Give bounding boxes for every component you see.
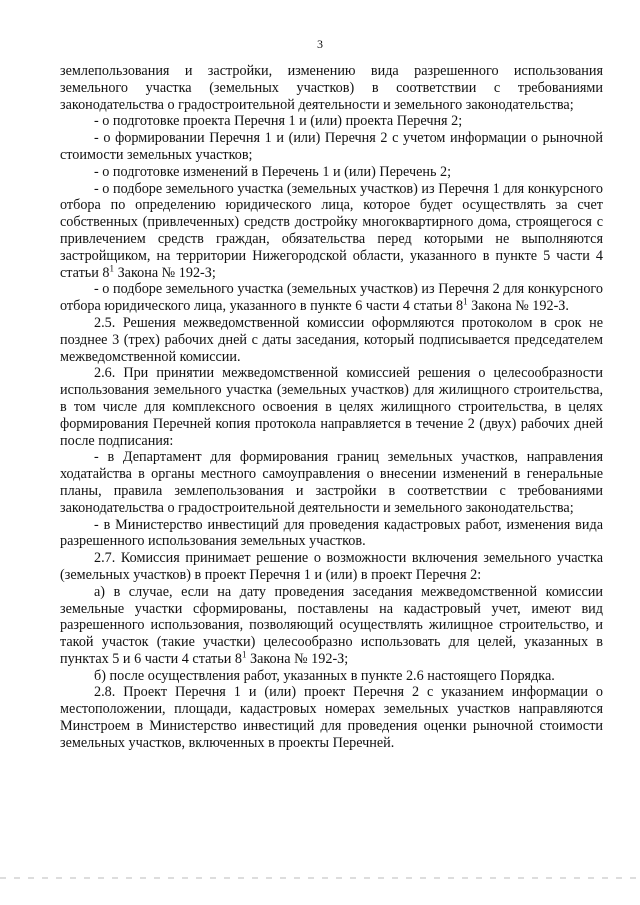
paragraph-5 [60, 181, 603, 282]
paragraph-text: - о подготовке проекта Перечня 1 и (или) проекта Перечня 2; [94, 113, 463, 130]
paragraph-13 [60, 668, 603, 685]
paragraph-text: - о формировании Перечня 1 и (или) Перечня 2 с учетом информации о рыночной стоимости земельных участков; [60, 130, 603, 163]
paragraph-4 [60, 164, 603, 181]
scan-edge-mark [0, 877, 640, 879]
paragraph-9 [60, 449, 603, 516]
paragraph-text: 2.7. Комиссия принимает решение о возможности включения земельного участка (земельных участков) в проект Перечня 1 и (или) в проект Перечня 2: [60, 550, 603, 583]
paragraph-text: - о подготовке изменений в Перечень 1 и (или) Перечень 2; [94, 163, 452, 180]
paragraph-1 [60, 63, 603, 113]
paragraph-text: а) в случае, если на дату проведения заседания межведомственной комиссии земельные участки сформированы, поставлены на кадастровый учет, имеют вид разрешенного использования, позволяющий осуществлять жилищное строительство, и такой участок (такие участки) целесообразно использовать для целей, указанных в пунктах 5 и 6 части 4 статьи 8 [60, 583, 603, 667]
paragraph-text: 2.6. При принятии межведомственной комиссией решения о целесообразности использования земельного участка (земельных участков) для жилищного строительства, в том числе для комплексного освоения в целях жилищного строительства, в целях формирования Перечней копия протокола направляется в течение 2 (двух) рабочих дней после подписания: [60, 365, 603, 449]
paragraph-text-tail: Закона № 192-З; [246, 650, 349, 667]
paragraph-10 [60, 517, 603, 551]
paragraph-text: 2.5. Решения межведомственной комиссии оформляются протоколом в срок не позднее 3 (трех) рабочих дней с даты заседания, который подписывается председателем межведомственной комиссии. [60, 314, 603, 365]
paragraph-12 [60, 584, 603, 668]
paragraph-text: - в Министерство инвестиций для проведения кадастровых работ, изменения вида разрешенного использования земельных участков. [60, 516, 603, 550]
paragraph-text: - о подборе земельного участка (земельных участков) из Перечня 1 для конкурсного отбора по определению юридического лица, которое будет осуществлять за счет собственных (привлеченных) средств достройку многоквартирного дома, строящегося с привлечением средств граждан, обязательства перед которыми не выполняются застройщиком, на территории Нижегородской области, указанного в пункте 5 части 4 статьи 8 [60, 180, 603, 281]
paragraph-text-tail: Закона № 192-З; [114, 264, 216, 281]
superscript: 1 [241, 649, 247, 660]
paragraph-text: - о подборе земельного участка (земельных участков) из Перечня 2 для конкурсного отбора юридического лица, указанного в пункте 6 части 4 статьи 8 [60, 281, 603, 315]
paragraph-text-tail: Закона № 192-З. [467, 298, 569, 315]
paragraph-14 [60, 684, 603, 751]
paragraph-text: - в Департамент для формирования границ земельных участков, направления ходатайства в органы местного самоуправления о внесении изменений в генеральные планы, правила землепользования и застройки в соответствии с требованиями законодательства о градостроительной деятельности и земельного законодательства; [60, 449, 603, 516]
paragraph-text: землепользования и застройки, изменению вида разрешенного использования земельного участка (земельных участков) в соответствии с требованиями законодательства о градостроительной деятельности и земельного законодательства; [60, 63, 603, 113]
superscript: 1 [109, 262, 115, 273]
document-body [60, 63, 603, 752]
paragraph-text: 2.8. Проект Перечня 1 и (или) проект Перечня 2 с указанием информации о местоположении, площади, кадастровых номерах земельных участков направляются Минстроем в Министерство инвестиций для проведения оценки рыночной стоимости земельных участков, включенных в проекты Перечней. [60, 684, 603, 751]
paragraph-8 [60, 365, 603, 449]
superscript: 1 [463, 296, 468, 307]
paragraph-6 [60, 281, 603, 315]
paragraph-2 [60, 113, 603, 130]
paragraph-text: б) после осуществления работ, указанных в пункте 2.6 настоящего Порядка. [94, 667, 555, 684]
paragraph-11 [60, 550, 603, 584]
page-number: 3 [317, 37, 323, 51]
paragraph-7 [60, 315, 603, 365]
paragraph-3 [60, 130, 603, 164]
